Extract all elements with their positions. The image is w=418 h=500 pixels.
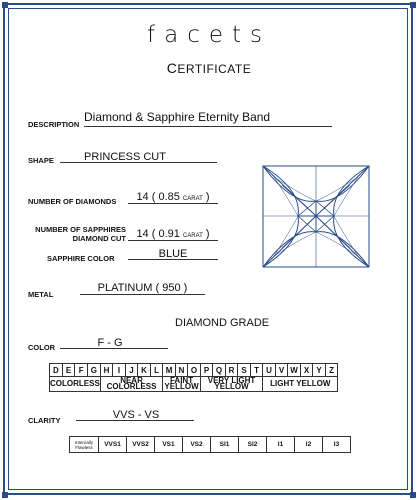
- description-line: [84, 126, 332, 127]
- sapphire-color-line: [128, 259, 218, 260]
- shape-value: PRINCESS CUT: [84, 151, 166, 163]
- color-grade-cell: T: [250, 364, 263, 377]
- clarity-grade-cell: VS2: [183, 437, 211, 453]
- clarity-label: CLARITY: [28, 416, 61, 425]
- color-grade-cell: S: [238, 364, 251, 377]
- diamond-grade-title: DIAMOND GRADE: [175, 317, 270, 329]
- metal-line: [80, 294, 205, 295]
- color-grade-cell: G: [88, 364, 101, 377]
- brand-logo: facets: [147, 22, 271, 48]
- certificate-title: CERTIFICATE: [166, 60, 252, 76]
- color-grade-cell: N: [175, 364, 188, 377]
- color-grade-cell: Q: [213, 364, 226, 377]
- clarity-grade-cell: Internally Flawless: [70, 437, 99, 453]
- color-grade-cell: Z: [325, 364, 338, 377]
- diamonds-value: 14 ( 0.85 CARAT ): [136, 191, 210, 203]
- clarity-grade-cell: I1: [267, 437, 295, 453]
- clarity-grade-cell: SI2: [239, 437, 267, 453]
- sapphires-line: [128, 240, 218, 241]
- color-grade-cell: D: [50, 364, 63, 377]
- sapphires-label: NUMBER OF SAPPHIRES DIAMOND CUT: [35, 225, 126, 243]
- corner-ornament: [2, 492, 8, 498]
- sapphire-color-value: BLUE: [158, 248, 188, 260]
- color-grade-cell: M: [163, 364, 176, 377]
- corner-ornament: [410, 492, 416, 498]
- color-grade-cell: U: [263, 364, 276, 377]
- color-grade-cell: I: [113, 364, 126, 377]
- color-grade-cell: X: [300, 364, 313, 377]
- clarity-grade-cell: I2: [295, 437, 323, 453]
- color-label: COLOR: [28, 343, 56, 352]
- description-value: Diamond & Sapphire Eternity Band: [84, 110, 271, 124]
- clarity-grade-cell: SI1: [211, 437, 239, 453]
- description-label: DESCRIPTION: [28, 120, 80, 129]
- color-grade-cell: O: [188, 364, 201, 377]
- clarity-grade-cell: VVS2: [127, 437, 155, 453]
- clarity-line: [76, 420, 194, 421]
- sapphire-color-label: SAPPHIRE COLOR: [47, 254, 115, 263]
- clarity-grade-cell: I3: [323, 437, 351, 453]
- shape-line: [60, 162, 217, 163]
- color-grade-cell: J: [125, 364, 138, 377]
- color-value: F - G: [97, 337, 123, 349]
- clarity-value: VVS - VS: [112, 409, 160, 421]
- diamonds-label: NUMBER OF DIAMONDS: [28, 197, 117, 206]
- color-group-cell: COLORLESS: [50, 377, 101, 392]
- clarity-grade-cell: VS1: [155, 437, 183, 453]
- shape-label: SHAPE: [28, 156, 54, 165]
- sapphires-value: 14 ( 0.91 CARAT ): [136, 228, 210, 240]
- color-line: [60, 348, 168, 349]
- clarity-grade-cell: VVS1: [99, 437, 127, 453]
- color-grade-cell: H: [100, 364, 113, 377]
- color-grade-cell: E: [62, 364, 75, 377]
- color-grade-cell: Y: [313, 364, 326, 377]
- clarity-scale-table: [69, 436, 351, 453]
- princess-cut-diamond-icon: [262, 165, 370, 268]
- color-scale-table: [49, 363, 338, 392]
- color-group-cell: NEAR COLORLESS: [100, 377, 163, 392]
- color-grade-cell: W: [288, 364, 301, 377]
- corner-ornament: [2, 2, 8, 8]
- color-grade-cell: R: [225, 364, 238, 377]
- metal-label: METAL: [28, 290, 54, 299]
- metal-value: PLATINUM ( 950 ): [97, 282, 188, 294]
- corner-ornament: [410, 2, 416, 8]
- color-group-cell: VERY LIGHT YELLOW: [200, 377, 263, 392]
- color-group-cell: FAINT YELLOW: [164, 376, 199, 391]
- color-grade-cell: V: [275, 364, 288, 377]
- diamonds-line: [128, 203, 218, 204]
- color-grade-cell: L: [150, 364, 163, 377]
- color-grade-cell: K: [138, 364, 151, 377]
- color-group-cell: LIGHT YELLOW: [263, 377, 338, 392]
- color-grade-cell: F: [75, 364, 88, 377]
- color-grade-cell: P: [200, 364, 213, 377]
